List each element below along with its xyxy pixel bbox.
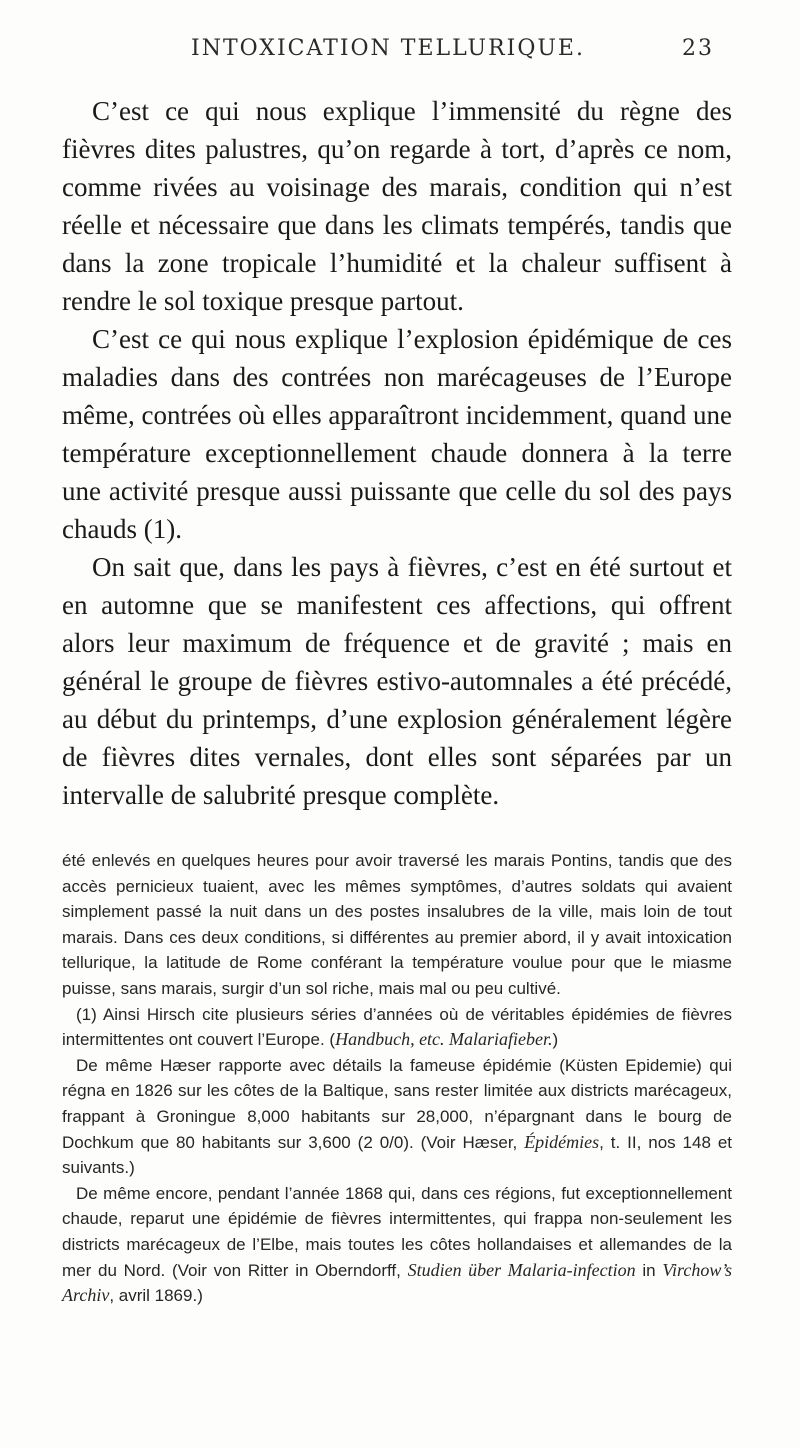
paragraph-saisons: On sait que, dans les pays à fièvres, c’est en été surtout et en automne que se manifestent ces affections, qui offrent alors leur maximum de fréquence et de gravité ; mais en général le groupe de fièvres estivo-automnales a été précédé, au début du printemps, d’une explosion généralement légère de fièvres dites vernales, dont elles sont séparées par un intervalle de salubrité presque complète. [62, 552, 732, 810]
footnote-1 [62, 1002, 732, 1053]
paragraph-immensite: C’est ce qui nous explique l’immensité du règne des fièvres dites palustres, qu’on regarde à tort, d’après ce nom, comme rivées au voisinage des marais, condition qui n’est réelle et nécessaire que dans les climats tempérés, tandis que dans la zone tropicale l’humidité et la chaleur suffisent à rendre le sol toxique presque partout. [62, 96, 732, 316]
page-number: 23 [682, 36, 714, 61]
footnotes [62, 848, 732, 1309]
paragraph-explosion: C’est ce qui nous explique l’explosion épidémique de ces maladies dans des contrées non marécageuses de l’Europe même, contrées où elles apparaîtront incidemment, quand une température exceptionnellement chaude donnera à la terre une activité presque aussi puissante que celle du sol des pays chauds (1). [62, 324, 732, 544]
running-title: INTOXICATION TELLURIQUE. [191, 36, 585, 61]
running-head [62, 36, 714, 76]
main-text [62, 92, 732, 814]
footnote-1-close: ) [552, 1030, 559, 1050]
footnote-1868-citation: Studien über Malaria-infection [407, 1259, 636, 1280]
footnote-1-1868 [62, 1181, 732, 1309]
footnote-haeser-close: , t. II, nos 148 et suivants.) [62, 1132, 732, 1178]
footnote-1868-close: , avril 1869.) [109, 1286, 203, 1306]
footnote-1868-journal: Virchow’s Archiv [62, 1259, 732, 1306]
footnote-haeser-text: De même Hæser rapporte avec détails la fameuse épidémie (Küsten Epidemie) qui régna en 1826 sur les côtes de la Baltique, sans rester limitée aux districts marécageux, frappant à Groningue 8,000 habitants sur 28,000, n’épargnant dans le bourg de Dochkum que 80 habitants sur 3,600 (2 0/0). (Voir Hæser, [62, 1055, 732, 1152]
footnote-1868-in: in [635, 1260, 663, 1280]
footnote-1868-text: De même encore, pendant l’année 1868 qui, dans ces régions, fut exceptionnellement chaude, reparut une épidémie de fièvres intermittentes, qui frappa non-seulement les districts marécageux de l’Elbe, mais toutes les côtes hollandaises et allemandes de la mer du Nord. (Voir von Ritter in Oberndorff, [62, 1183, 732, 1280]
footnote-1-haeser [62, 1053, 732, 1181]
footnote-haeser-citation: Épidémies [524, 1131, 600, 1152]
footnote-1-citation: Handbuch, etc. Malariafieber. [335, 1029, 553, 1050]
footnote-1-text: (1) Ainsi Hirsch cite plusieurs séries d’années où de véritables épidémies de fièvres intermittentes ont couvert l’Europe. ( [62, 1004, 732, 1050]
footnote-continuation: été enlevés en quelques heures pour avoir traversé les marais Pontins, tandis que des accès pernicieux tuaient, avec les mêmes symptômes, d’autres soldats qui avaient simplement passé la nuit dans un des postes insalubres de la ville, mais loin de tout marais. Dans ces deux conditions, si différentes au premier abord, il y avait intoxication tellurique, la latitude de Rome conférant la température voulue pour que le miasme puisse, sans marais, surgir d’un sol riche, mais mal ou peu cultivé. [62, 851, 732, 998]
